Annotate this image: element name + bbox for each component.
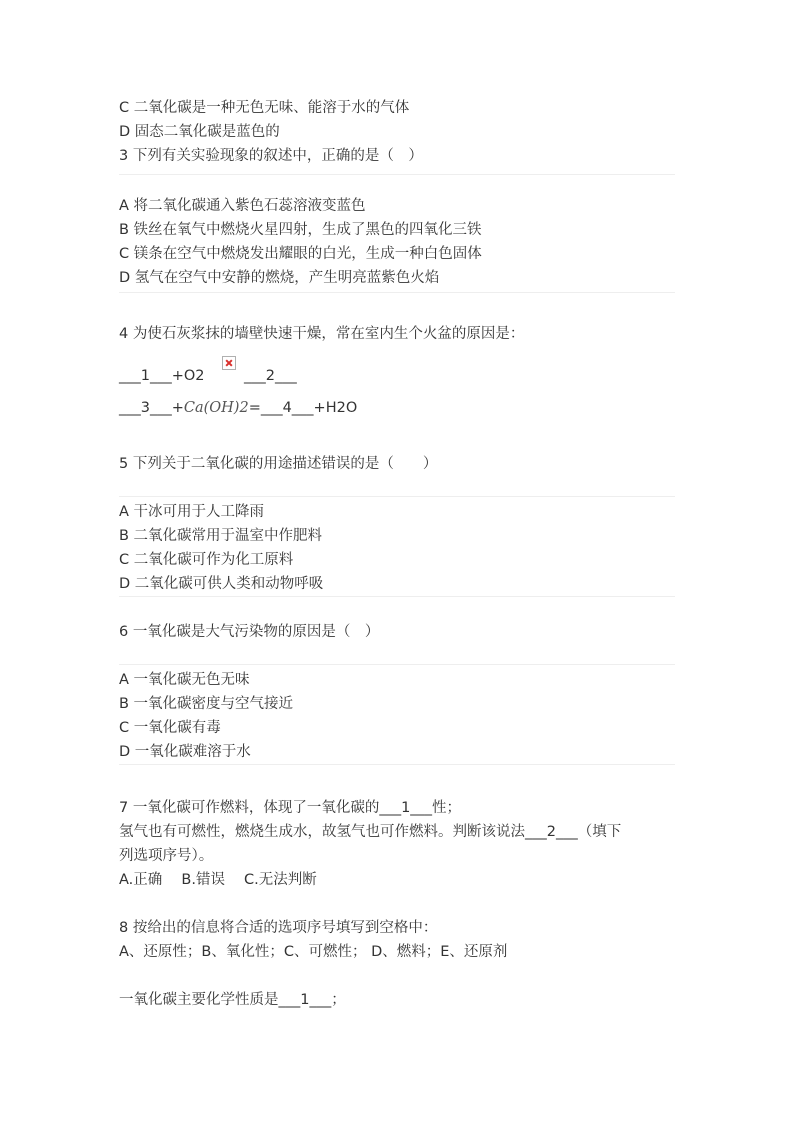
q7-statement: 氢气也有可燃性，燃烧生成水，故氢气也可作燃料。判断该说法___2___（填下 [119, 824, 622, 840]
q5-option-b: B 二氧化碳常用于温室中作肥料 [119, 528, 323, 544]
q6-option-b: B 一氧化碳密度与空气接近 [119, 696, 294, 712]
q2-option-d: D 固态二氧化碳是蓝色的 [119, 124, 280, 140]
q3-option-d: D 氢气在空气中安静的燃烧，产生明亮蓝紫色火焰 [119, 270, 440, 286]
q4-question: 4 为使石灰浆抹的墙壁快速干燥，常在室内生个火盆的原因是： [119, 326, 525, 342]
divider [119, 174, 675, 175]
divider [119, 664, 675, 665]
broken-image-icon [222, 356, 236, 370]
q4-equation-2-formula: Ca(OH)2 [183, 400, 249, 416]
q6-question: 6 一氧化碳是大气污染物的原因是（ ） [119, 624, 380, 640]
q3-option-c: C 镁条在空气中燃烧发出耀眼的白光，生成一种白色固体 [119, 246, 482, 262]
q5-question: 5 下列关于二氧化碳的用途描述错误的是（ ） [119, 456, 438, 472]
q4-equation-2-left: ___3___+ [119, 400, 184, 416]
q3-option-a: A 将二氧化碳通入紫色石蕊溶液变蓝色 [119, 198, 366, 214]
q6-option-c: C 一氧化碳有毒 [119, 720, 221, 736]
q4-equation-2 [119, 398, 357, 418]
q5-option-d: D 二氧化碳可供人类和动物呼吸 [119, 576, 324, 592]
q3-option-b: B 铁丝在氧气中燃烧火星四射，生成了黑色的四氧化三铁 [119, 222, 482, 238]
q7-question: 7 一氧化碳可作燃料，体现了一氧化碳的___1___性； [119, 800, 462, 816]
divider [119, 764, 675, 765]
q5-option-c: C 二氧化碳可作为化工原料 [119, 552, 294, 568]
q8-options: A、还原性；B、氧化性；C、可燃性； D、燃料；E、还原剂 [119, 944, 508, 960]
q3-question: 3 下列有关实验现象的叙述中，正确的是（ ） [119, 148, 423, 164]
q8-question: 8 按给出的信息将合适的选项序号填写到空格中： [119, 920, 438, 936]
q5-option-a: A 干冰可用于人工降雨 [119, 504, 265, 520]
q7-options: A.正确 B.错误 C.无法判断 [119, 872, 317, 888]
q4-equation-2-right: =___4___+H2O [248, 400, 358, 416]
q7-statement-cont: 列选项序号）。 [119, 848, 214, 864]
q6-option-d: D 一氧化碳难溶于水 [119, 744, 251, 760]
q6-option-a: A 一氧化碳无色无味 [119, 672, 250, 688]
q8-blank-1: 一氧化碳主要化学性质是___1___； [119, 992, 346, 1008]
q4-equation-1-left: ___1___+O2 [119, 368, 205, 384]
divider [119, 496, 675, 497]
divider [119, 292, 675, 293]
q2-option-c: C 二氧化碳是一种无色无味、能溶于水的气体 [119, 100, 410, 116]
q4-equation-1-right: ___2___ [244, 368, 297, 384]
divider [119, 596, 675, 597]
